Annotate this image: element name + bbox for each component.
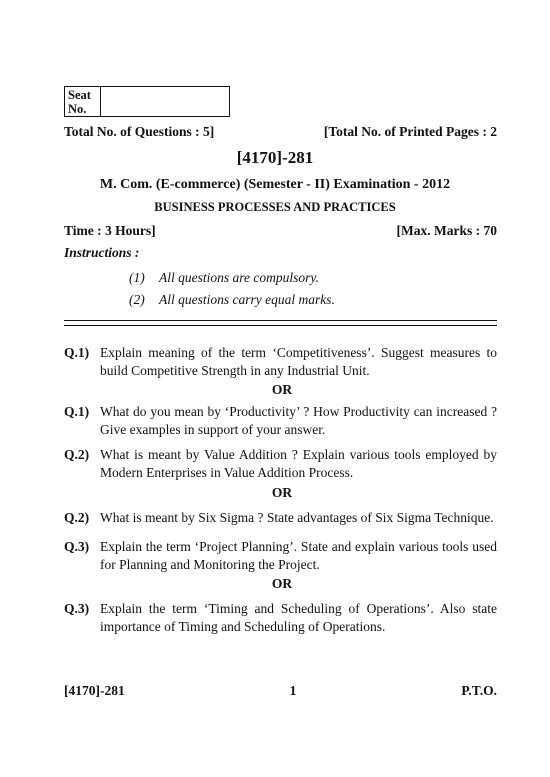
- paper-meta-row: [64, 124, 497, 140]
- seat-number-box: [64, 86, 230, 117]
- subject-title: BUSINESS PROCESSES AND PRACTICES: [154, 200, 396, 214]
- question-number: Q.3): [64, 601, 90, 616]
- instruction-item: [129, 270, 319, 286]
- question-item: [64, 446, 497, 482]
- seat-label-line1: Seat: [68, 88, 91, 102]
- question-number: Q.1): [64, 345, 90, 360]
- instruction-item: [129, 292, 335, 308]
- instruction-text: All questions are compulsory.: [159, 270, 319, 285]
- total-questions: Total No. of Questions : 5]: [64, 124, 215, 139]
- question-text: What is meant by Value Addition ? Explain various tools employed by Modern Enterprises in Value Addition Process.: [100, 447, 497, 480]
- question-number: Q.2): [64, 510, 90, 525]
- or-separator: OR: [271, 576, 293, 591]
- question-text: Explain the term ‘Project Planning’. State and explain various tools used for Planning and Monitoring the Project.: [100, 539, 497, 572]
- divider-top: [64, 320, 497, 321]
- seat-number-label: [65, 87, 101, 116]
- question-item: [64, 344, 497, 380]
- question-text: What do you mean by ‘Productivity’ ? How Productivity can increased ? Give examples in support of your answer.: [100, 404, 497, 437]
- question-number: Q.2): [64, 447, 90, 462]
- or-separator: OR: [271, 382, 293, 397]
- question-text: Explain meaning of the term ‘Competitiveness’. Suggest measures to build Competitive Strength in any Industrial Unit.: [100, 345, 497, 378]
- instruction-number: (1): [129, 270, 145, 285]
- question-text: What is meant by Six Sigma ? State advantages of Six Sigma Technique.: [100, 510, 494, 525]
- time-marks-row: [64, 223, 497, 239]
- instruction-text: All questions carry equal marks.: [159, 292, 335, 307]
- footer-page-number: 1: [289, 683, 297, 698]
- question-number: Q.3): [64, 539, 90, 554]
- max-marks: [Max. Marks : 70: [396, 223, 497, 238]
- seat-label-line2: No.: [68, 102, 87, 116]
- question-item: [64, 403, 497, 439]
- divider-bottom: [64, 325, 497, 326]
- question-item: [64, 509, 497, 527]
- total-pages: [Total No. of Printed Pages : 2: [323, 124, 497, 139]
- question-item: [64, 538, 497, 574]
- paper-code: [4170]-281: [236, 148, 314, 167]
- page-footer: [64, 683, 497, 699]
- instruction-number: (2): [129, 292, 145, 307]
- question-text: Explain the term ‘Timing and Scheduling of Operations’. Also state importance of Timing and Scheduling of Operations.: [100, 601, 497, 634]
- instructions-heading: Instructions :: [64, 245, 140, 260]
- time-allowed: Time : 3 Hours]: [64, 223, 156, 238]
- question-item: [64, 600, 497, 636]
- exam-title: M. Com. (E-commerce) (Semester - II) Examination - 2012: [99, 177, 451, 192]
- or-separator: OR: [271, 485, 293, 500]
- question-number: Q.1): [64, 404, 90, 419]
- footer-pto: P.T.O.: [461, 683, 497, 698]
- footer-paper-code: [4170]-281: [64, 683, 125, 698]
